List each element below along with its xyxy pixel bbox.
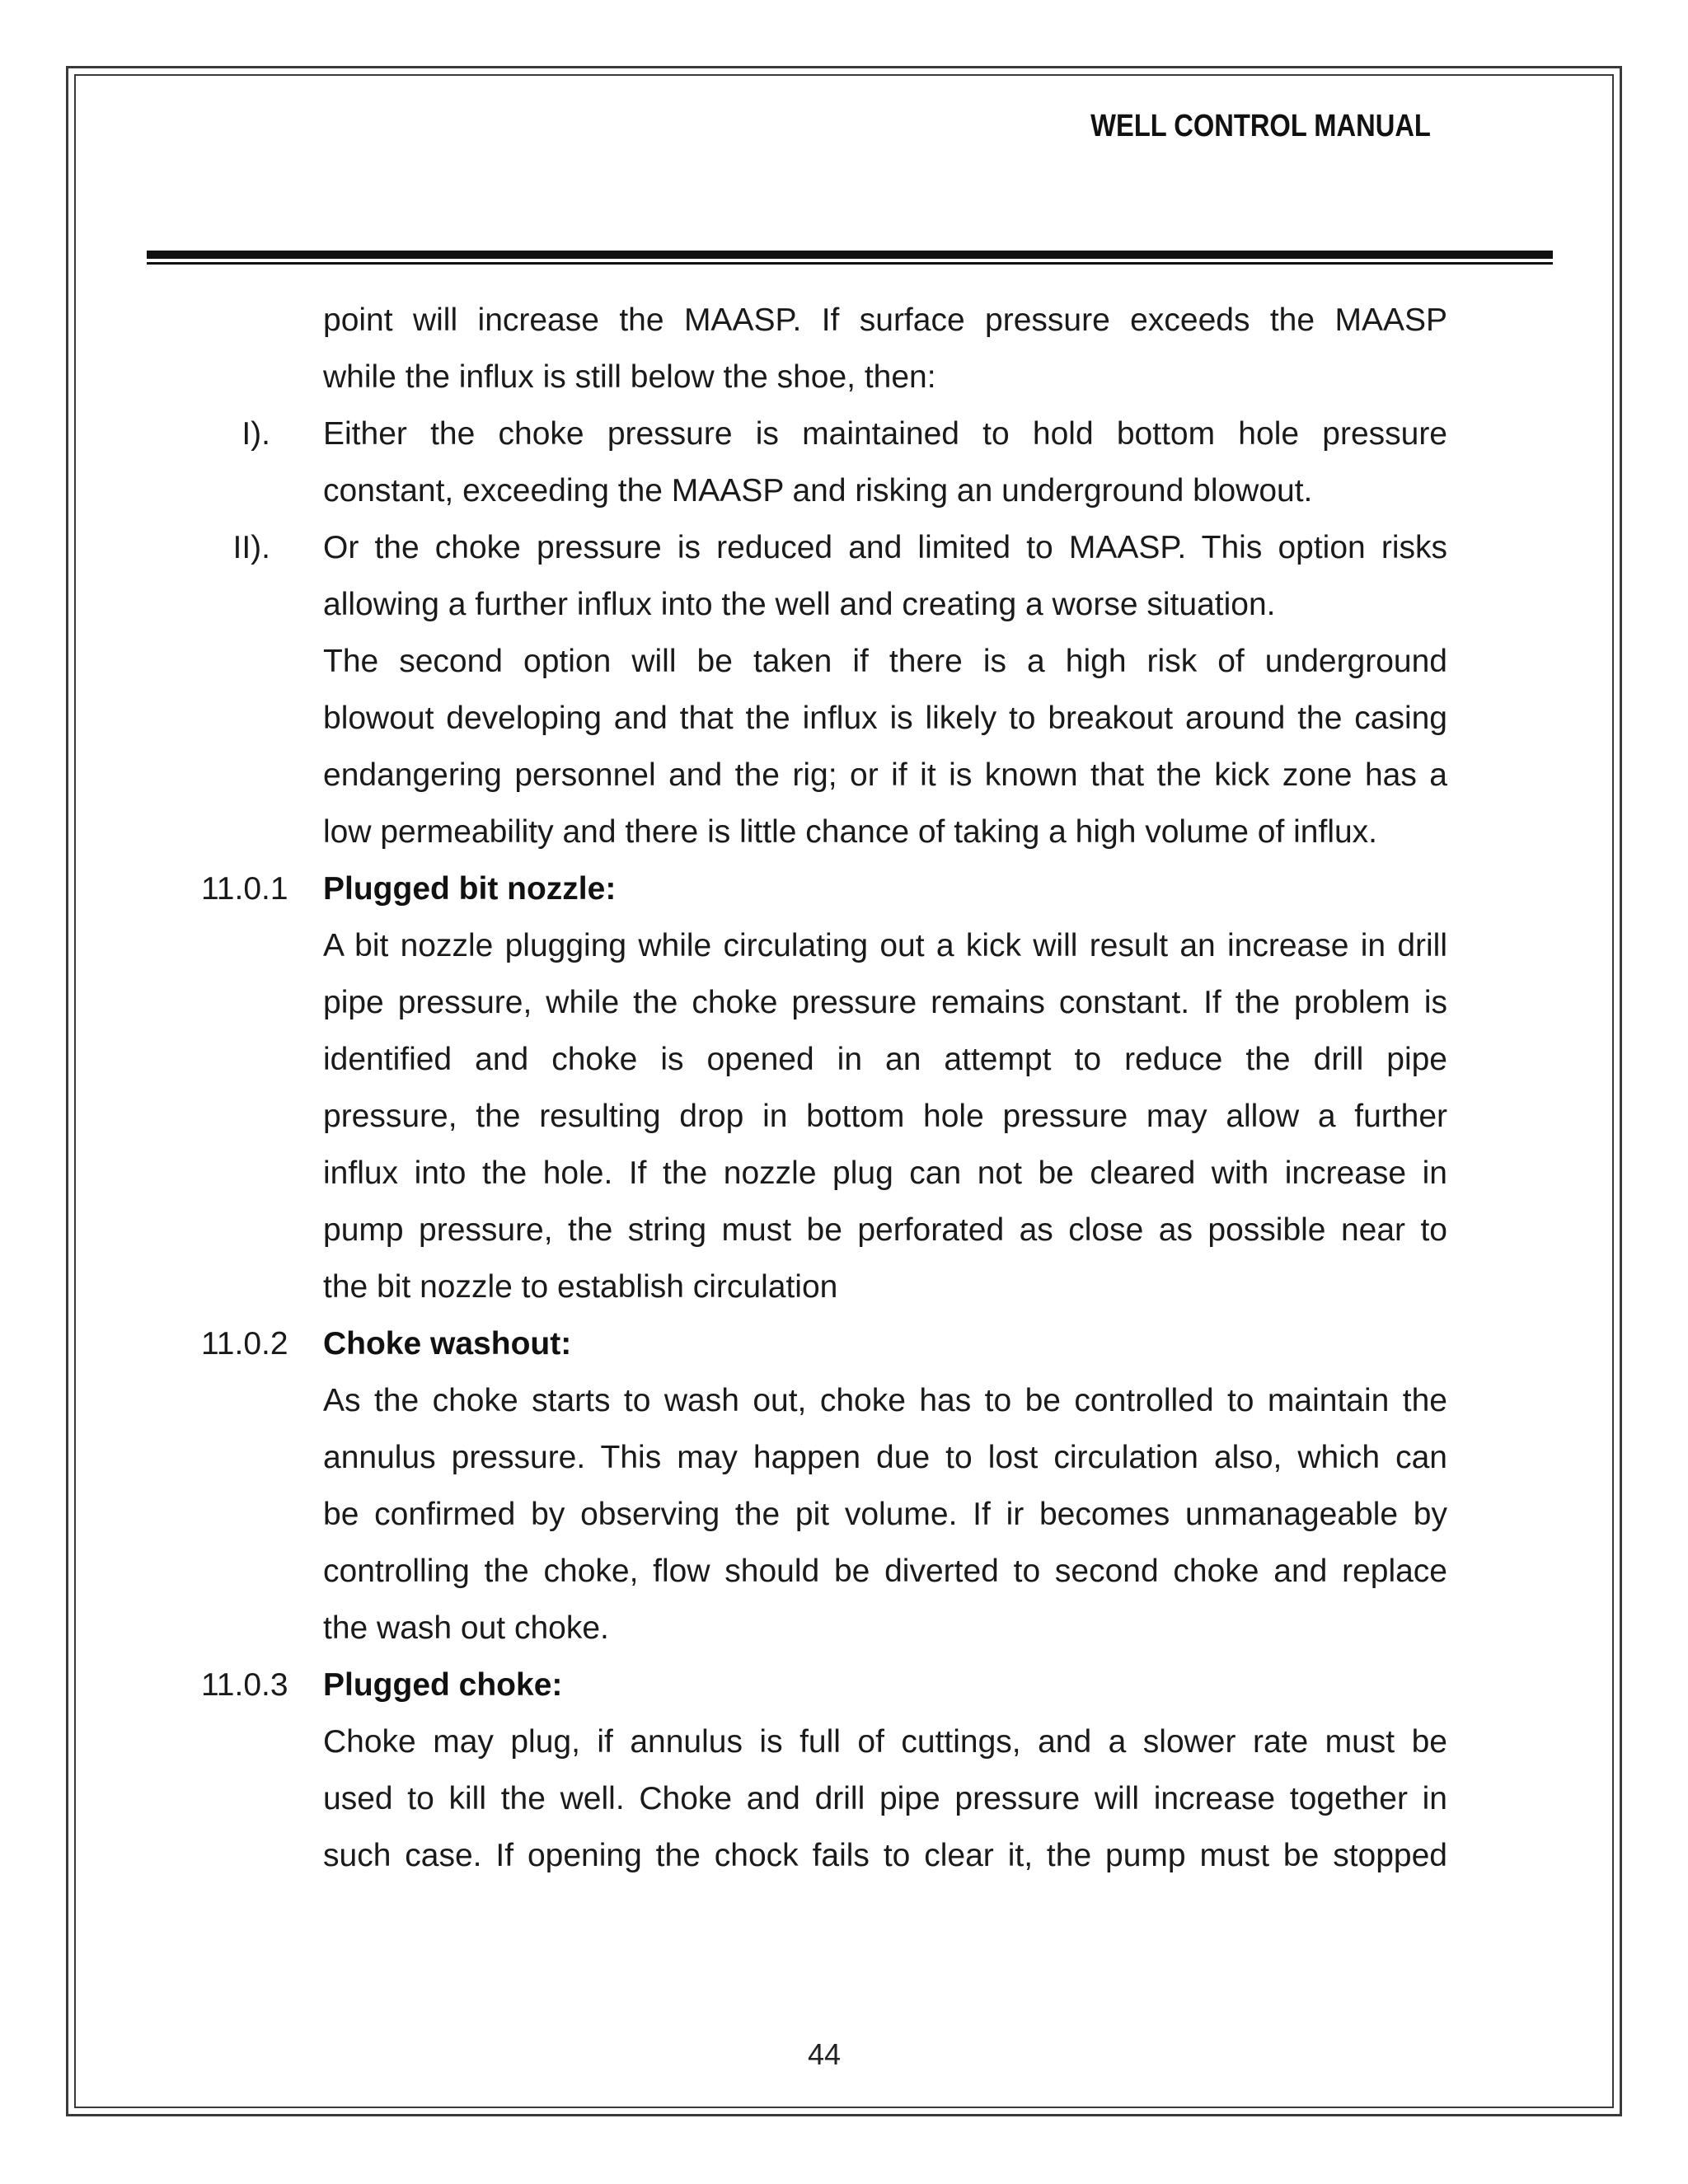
section-line: used to kill the well. Choke and drill pipe pressure will increase together in: [323, 1781, 1447, 1816]
section-heading: Plugged bit nozzle:: [323, 871, 617, 907]
section-line: A bit nozzle plugging while circulating out a kick will result an increase in drill: [323, 928, 1447, 963]
section-heading: Choke washout:: [323, 1326, 572, 1361]
section-heading: Plugged choke:: [323, 1667, 563, 1703]
section-number: 11.0.1: [201, 871, 288, 907]
option-line: constant, exceeding the MAASP and risking an underground blowout.: [323, 473, 1313, 509]
section-line: the bit nozzle to establish circulation: [323, 1269, 838, 1305]
paragraph-line: low permeability and there is little chance of taking a high volume of influx.: [323, 814, 1378, 850]
page-number: 44: [807, 2037, 842, 2071]
header-rule-thick: [147, 251, 1553, 259]
section-line: Choke may plug, if annulus is full of cuttings, and a slower rate must be: [323, 1724, 1447, 1760]
intro-line: while the influx is still below the shoe, then:: [323, 359, 936, 395]
section-line: the wash out choke.: [323, 1610, 609, 1646]
option-line: Or the choke pressure is reduced and limited to MAASP. This option risks: [323, 530, 1447, 565]
section-line: As the choke starts to wash out, choke has to be controlled to maintain the: [323, 1383, 1447, 1418]
option-line: Either the choke pressure is maintained to hold bottom hole pressure: [323, 416, 1447, 452]
section-line: pipe pressure, while the choke pressure remains constant. If the problem is: [323, 985, 1447, 1020]
section-line: pump pressure, the string must be perforated as close as possible near to: [323, 1212, 1447, 1248]
section-line: influx into the hole. If the nozzle plug can not be cleared with increase in: [323, 1155, 1447, 1191]
option-marker: II).: [232, 530, 270, 565]
running-header: WELL CONTROL MANUAL: [1090, 109, 1431, 143]
section-line: controlling the choke, flow should be diverted to second choke and replace: [323, 1554, 1447, 1589]
section-line: annulus pressure. This may happen due to lost circulation also, which can: [323, 1440, 1447, 1475]
paragraph-line: endangering personnel and the rig; or if it is known that the kick zone has a: [323, 757, 1447, 793]
section-line: pressure, the resulting drop in bottom hole pressure may allow a further: [323, 1099, 1447, 1134]
section-line: be confirmed by observing the pit volume. If ir becomes unmanageable by: [323, 1497, 1447, 1532]
intro-line: point will increase the MAASP. If surface pressure exceeds the MAASP: [323, 302, 1447, 338]
paragraph-line: blowout developing and that the influx is likely to breakout around the casing: [323, 701, 1447, 736]
section-line: identified and choke is opened in an attempt to reduce the drill pipe: [323, 1042, 1447, 1077]
section-line: such case. If opening the chock fails to clear it, the pump must be stopped: [323, 1838, 1447, 1873]
header-rule-thin: [147, 262, 1553, 265]
section-number: 11.0.3: [201, 1667, 288, 1703]
option-marker: I).: [241, 416, 270, 452]
section-number: 11.0.2: [201, 1326, 288, 1361]
option-line: allowing a further influx into the well and creating a worse situation.: [323, 587, 1276, 622]
paragraph-line: The second option will be taken if there is a high risk of underground: [323, 644, 1447, 679]
